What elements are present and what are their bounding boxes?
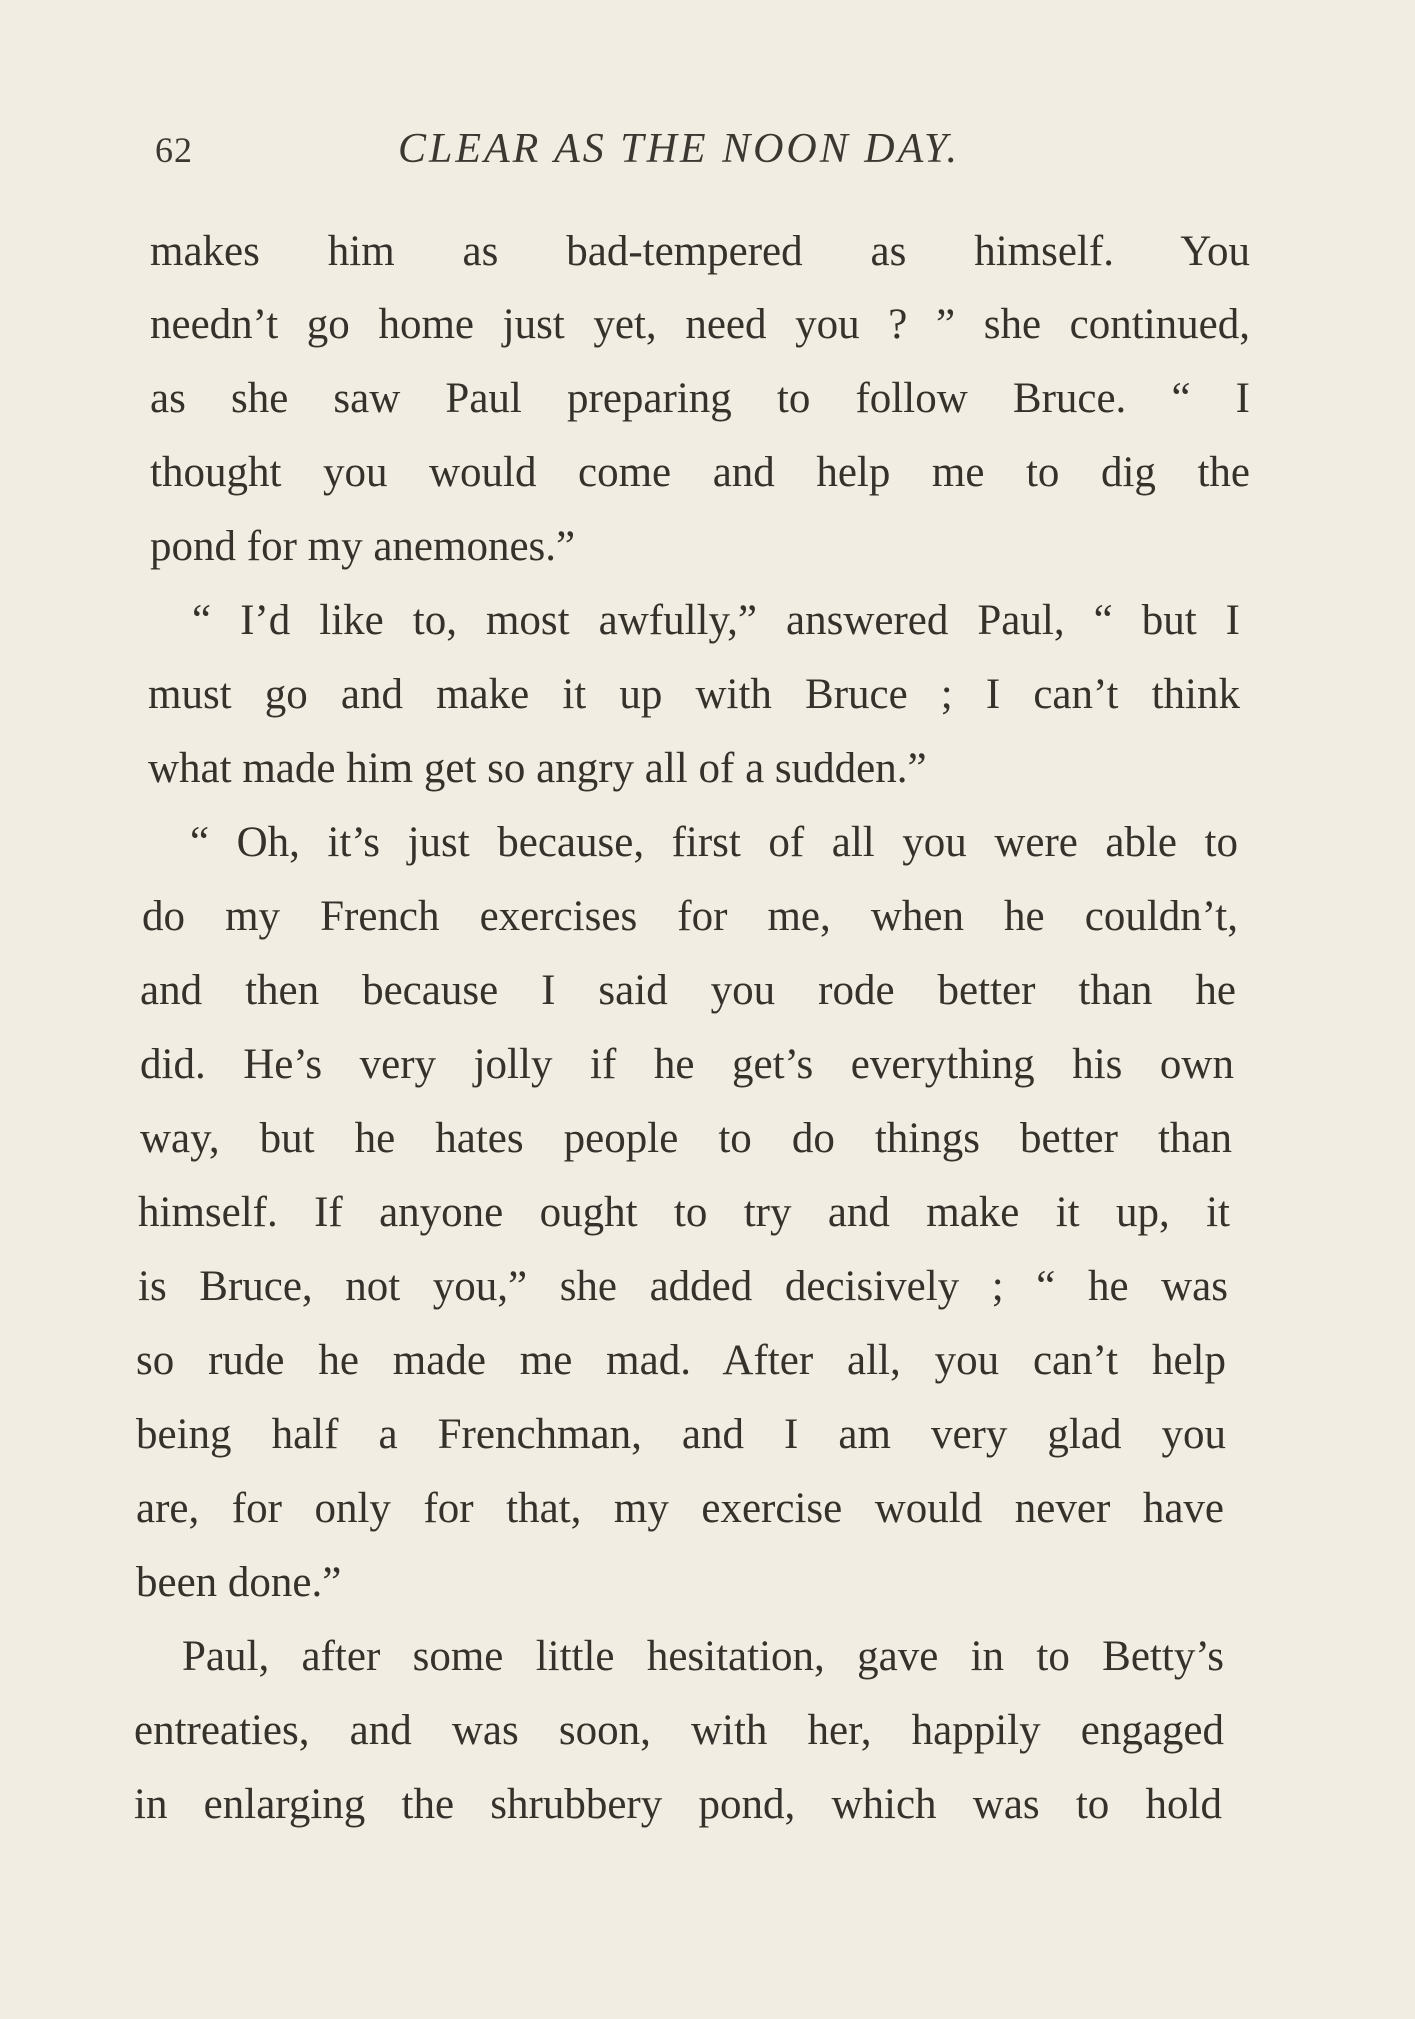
running-head: [0, 125, 1415, 175]
text-line: is Bruce, not you,” she added decisively ; “ he was: [138, 1263, 1228, 1310]
text-line: been done.”: [136, 1559, 342, 1606]
text-line: thought you would come and help me to dig the: [150, 449, 1250, 496]
text-line: “ Oh, it’s just because, first of all you were able to: [190, 819, 1238, 866]
text-line: in enlarging the shrubbery pond, which was to hold: [134, 1781, 1222, 1828]
text-line: being half a Frenchman, and I am very glad you: [136, 1411, 1226, 1458]
text-line: “ I’d like to, most awfully,” answered Paul, “ but I: [192, 597, 1240, 644]
book-title: CLEAR AS THE NOON DAY.: [398, 126, 960, 172]
text-line: needn’t go home just yet, need you ? ” she continued,: [150, 301, 1250, 348]
text-line: must go and make it up with Bruce ; I can’t think: [148, 671, 1240, 718]
text-line: what made him get so angry all of a sudden.”: [148, 745, 927, 792]
text-line: way, but he hates people to do things better than: [140, 1115, 1232, 1162]
text-line: Paul, after some little hesitation, gave in to Betty’s: [182, 1633, 1224, 1680]
text-line: and then because I said you rode better than he: [140, 967, 1236, 1014]
text-line: pond for my anemones.”: [150, 523, 576, 570]
text-line: do my French exercises for me, when he couldn’t,: [142, 893, 1238, 940]
text-line: as she saw Paul preparing to follow Bruce. “ I: [150, 375, 1250, 422]
text-line: so rude he made me mad. After all, you can’t help: [136, 1337, 1226, 1384]
text-line: are, for only for that, my exercise would never have: [136, 1485, 1224, 1532]
page-number: 62: [155, 130, 193, 170]
text-line: himself. If anyone ought to try and make it up, it: [138, 1189, 1230, 1236]
text-line: did. He’s very jolly if he get’s everything his own: [140, 1041, 1234, 1088]
text-line: makes him as bad-tempered as himself. You: [150, 228, 1250, 275]
text-line: entreaties, and was soon, with her, happily engaged: [134, 1707, 1224, 1754]
